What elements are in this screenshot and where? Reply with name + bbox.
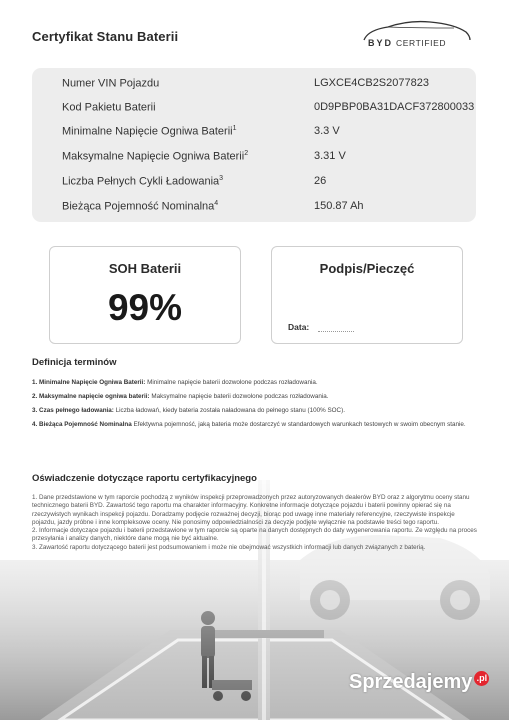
definition-term: Maksymalne napięcie ogniwa baterii: bbox=[39, 393, 150, 400]
signature-card bbox=[271, 246, 463, 344]
sprzedajemy-watermark bbox=[349, 671, 489, 694]
byd-certified-logo bbox=[358, 18, 474, 52]
definition-text: Minimalne napięcie baterii dozwolone podczas rozładowania. bbox=[147, 379, 318, 386]
definition-term: Minimalne Napięcie Ogniwa Baterii: bbox=[39, 379, 146, 386]
certificate-title: Certyfikat Stanu Baterii bbox=[32, 29, 179, 44]
watermark-badge: .pl bbox=[474, 671, 489, 686]
definition-text: Maksymalne napięcie baterii dozwolone podczas rozładowania. bbox=[151, 393, 329, 400]
info-value: 0D9PBP0BA31DACF372800033 bbox=[314, 101, 475, 113]
info-row: Maksymalne Napięcie Ogniwa Baterii$^2$ 3.31 V bbox=[62, 150, 346, 163]
soh-title: SOH Baterii bbox=[108, 261, 182, 276]
signature-title: Podpis/Pieczęć bbox=[319, 261, 415, 276]
info-label: Kod Pakietu Baterii bbox=[62, 101, 156, 114]
info-label: Liczba Pełnych Cykli Ładowania bbox=[62, 175, 220, 188]
info-row: Bieżąca Pojemność Nominalna$^4$ 150.87 Ah bbox=[62, 200, 364, 213]
info-label: Minimalne Napięcie Ogniwa Baterii bbox=[62, 125, 233, 138]
info-label: Bieżąca Pojemność Nominalna bbox=[62, 200, 215, 213]
info-value: 3.3 V bbox=[314, 125, 340, 137]
definition-term: Czas pełnego ładowania: bbox=[39, 407, 114, 414]
statement-title: Oświadczenie dotyczące raportu certyfikacyjnego bbox=[32, 473, 257, 484]
soh-card bbox=[49, 246, 241, 344]
statement-paragraph: 3. Zawartość raportu dotyczącego baterii jest podsumowaniem i może nie obejmować wszystkich informacji lub danych związanych z baterią. bbox=[32, 543, 426, 551]
info-row bbox=[32, 101, 476, 119]
info-value: 150.87 Ah bbox=[314, 200, 364, 212]
definitions-title: Definicja terminów bbox=[32, 357, 117, 368]
logo-brand: BYD bbox=[368, 38, 394, 48]
info-value: 26 bbox=[314, 175, 327, 187]
battery-info-panel bbox=[32, 68, 476, 222]
info-value: LGXCE4CB2S2077823 bbox=[314, 77, 429, 89]
soh-value: 99% bbox=[107, 287, 183, 328]
watermark-text: Sprzedajemy bbox=[349, 671, 473, 693]
definition-text: Efektywna pojemność, jaką bateria może dostarczyć w standardowych warunkach testowych w swoim obecnym stanie. bbox=[133, 421, 466, 428]
definition-term: Bieżąca Pojemność Nominalna bbox=[39, 421, 132, 428]
statement-paragraph: 2. Informacje dotyczące pojazdu i baterii przedstawione w tym raporcie są oparte na danych dostępnych do daty wygenerowania raportu. Ze względu na proces przesyłania i analizy danych, niektóre dane mogą nie być aktualne. bbox=[32, 527, 477, 543]
info-label: Maksymalne Napięcie Ogniwa Baterii bbox=[62, 150, 245, 163]
date-line bbox=[318, 331, 354, 332]
definition-text: Liczba ładowań, kiedy bateria została naładowana do pełnego stanu (100% SOC). bbox=[115, 407, 345, 414]
logo-tagline: CERTIFIED bbox=[395, 38, 447, 48]
definition-item: 1. Minimalne Napięcie Ogniwa Baterii: Minimalne napięcie baterii dozwolone podczas rozładowania. bbox=[32, 379, 318, 386]
info-row: Minimalne Napięcie Ogniwa Baterii$^1$ 3.3 V bbox=[62, 125, 340, 138]
statement-body bbox=[32, 494, 478, 552]
date-label: Data: bbox=[288, 322, 310, 332]
definition-item: 2. Maksymalne napięcie ogniwa baterii: Maksymalne napięcie baterii dozwolone podczas rozładowania. bbox=[32, 393, 329, 400]
definition-item: 4. Bieżąca Pojemność Nominalna Efektywna pojemność, jaką bateria może dostarczyć w standardowych warunkach testowych w swoim obecnym stanie. bbox=[32, 421, 466, 428]
info-row bbox=[32, 77, 476, 95]
statement-paragraph: 1. Dane przedstawione w tym raporcie pochodzą z wyników inspekcji przeprowadzonych przez autoryzowanych dealerów BYD oraz z algorytmu oceny stanu technicznego baterii BYD. Zawartość tego raportu ma charakter informacyjny. Konkretne informacje dotyczące pojazdu i baterii powinny opierać się na rzeczywistych wynikach inspekcji pojazdu. Doradzamy podjęcie rozważnej decyzji, biorąc pod uwagę inne materiały referencyjne, rzeczywiste inspekcje pojazdu, jazdy próbne i inne kompleksowe oceny. Nie ponosimy odpowiedzialności za decyzje podjęte wyłącznie na podstawie treści tego raportu. bbox=[32, 494, 470, 526]
definition-item: 3. Czas pełnego ładowania: Liczba ładowań, kiedy bateria została naładowana do pełnego stanu (100% SOC). bbox=[32, 407, 345, 414]
info-label: Numer VIN Pojazdu bbox=[62, 77, 160, 90]
info-row: Liczba Pełnych Cykli Ładowania$^3$ 26 bbox=[62, 175, 327, 188]
info-value: 3.31 V bbox=[314, 150, 346, 162]
